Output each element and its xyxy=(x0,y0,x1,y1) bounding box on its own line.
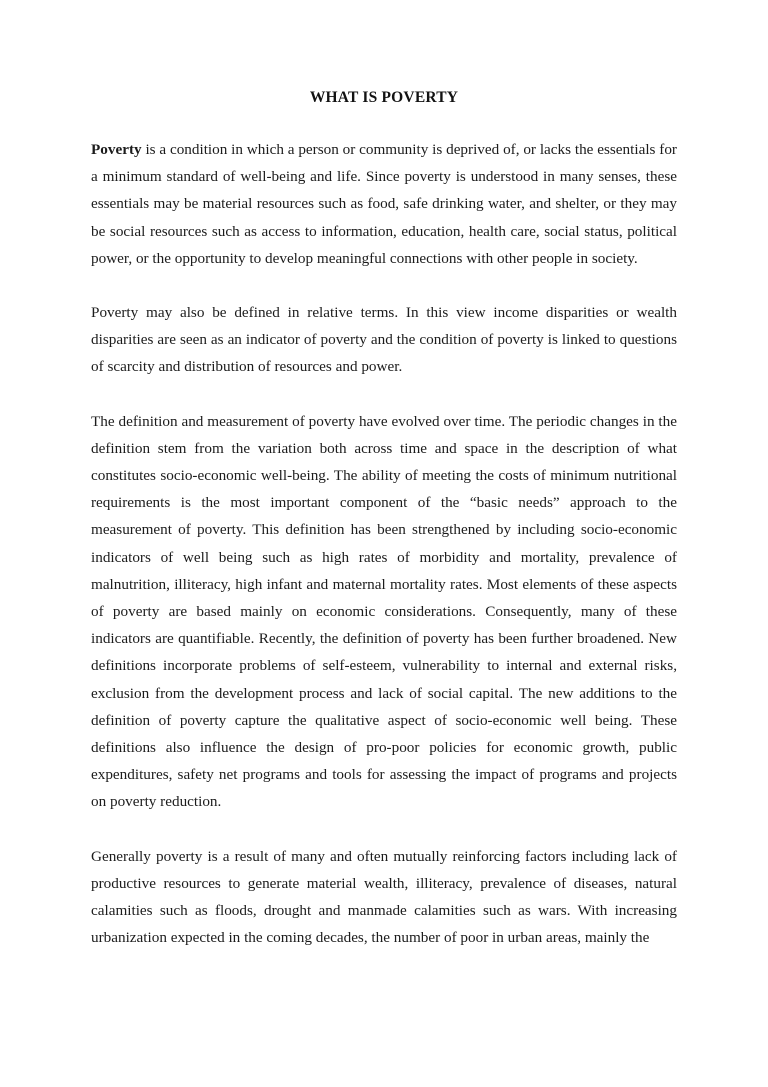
paragraph-measurement-evolution: The definition and measurement of poverty have evolved over time. The periodic changes in the definition stem from the variation both across time and space in the description of what constitutes socio-economic well-being. The ability of meeting the costs of minimum nutritional requirements is the most important component of the “basic needs” approach to the measurement of poverty. This definition has been strengthened by including socio-economic indicators of well being such as high rates of morbidity and mortality, prevalence of malnutrition, illiteracy, high infant and maternal mortality rates. Most elements of these aspects of poverty are based mainly on economic considerations. Consequently, many of these indicators are quantifiable. Recently, the definition of poverty has been further broadened. New definitions incorporate problems of self-esteem, vulnerability to internal and external risks, exclusion from the development process and lack of social capital. The new additions to the definition of poverty capture the qualitative aspect of socio-economic well being. These definitions also influence the design of pro-poor policies for economic growth, public expenditures, safety net programs and tools for assessing the impact of programs and projects on poverty reduction. xyxy=(91,412,677,811)
paragraph-text: is a condition in which a person or community is deprived of, or lacks the essentials for a minimum standard of well-being and life. Since poverty is understood in many senses, these essentials may be material resources such as food, safe drinking water, and shelter, or they may be social resources such as access to information, education, health care, social status, political power, or the opportunity to develop meaningful connections with other people in society. xyxy=(91,141,677,267)
paragraph-definition xyxy=(91,136,677,272)
paragraph-relative-terms: Poverty may also be defined in relative terms. In this view income disparities or wealth disparities are seen as an indicator of poverty and the condition of poverty is linked to questions of scarcity and distribution of resources and power. xyxy=(91,304,677,376)
page-title: WHAT IS POVERTY xyxy=(309,89,459,106)
document-body xyxy=(91,136,677,951)
paragraph-lead-word: Poverty xyxy=(91,141,142,158)
paragraph-causes: Generally poverty is a result of many and often mutually reinforcing factors including lack of productive resources to generate material wealth, illiteracy, prevalence of diseases, natural calamities such as floods, drought and manmade calamities such as wars. With increasing urbanization expected in the coming decades, the number of poor in urban areas, mainly the xyxy=(91,847,677,947)
document-content xyxy=(91,88,677,951)
